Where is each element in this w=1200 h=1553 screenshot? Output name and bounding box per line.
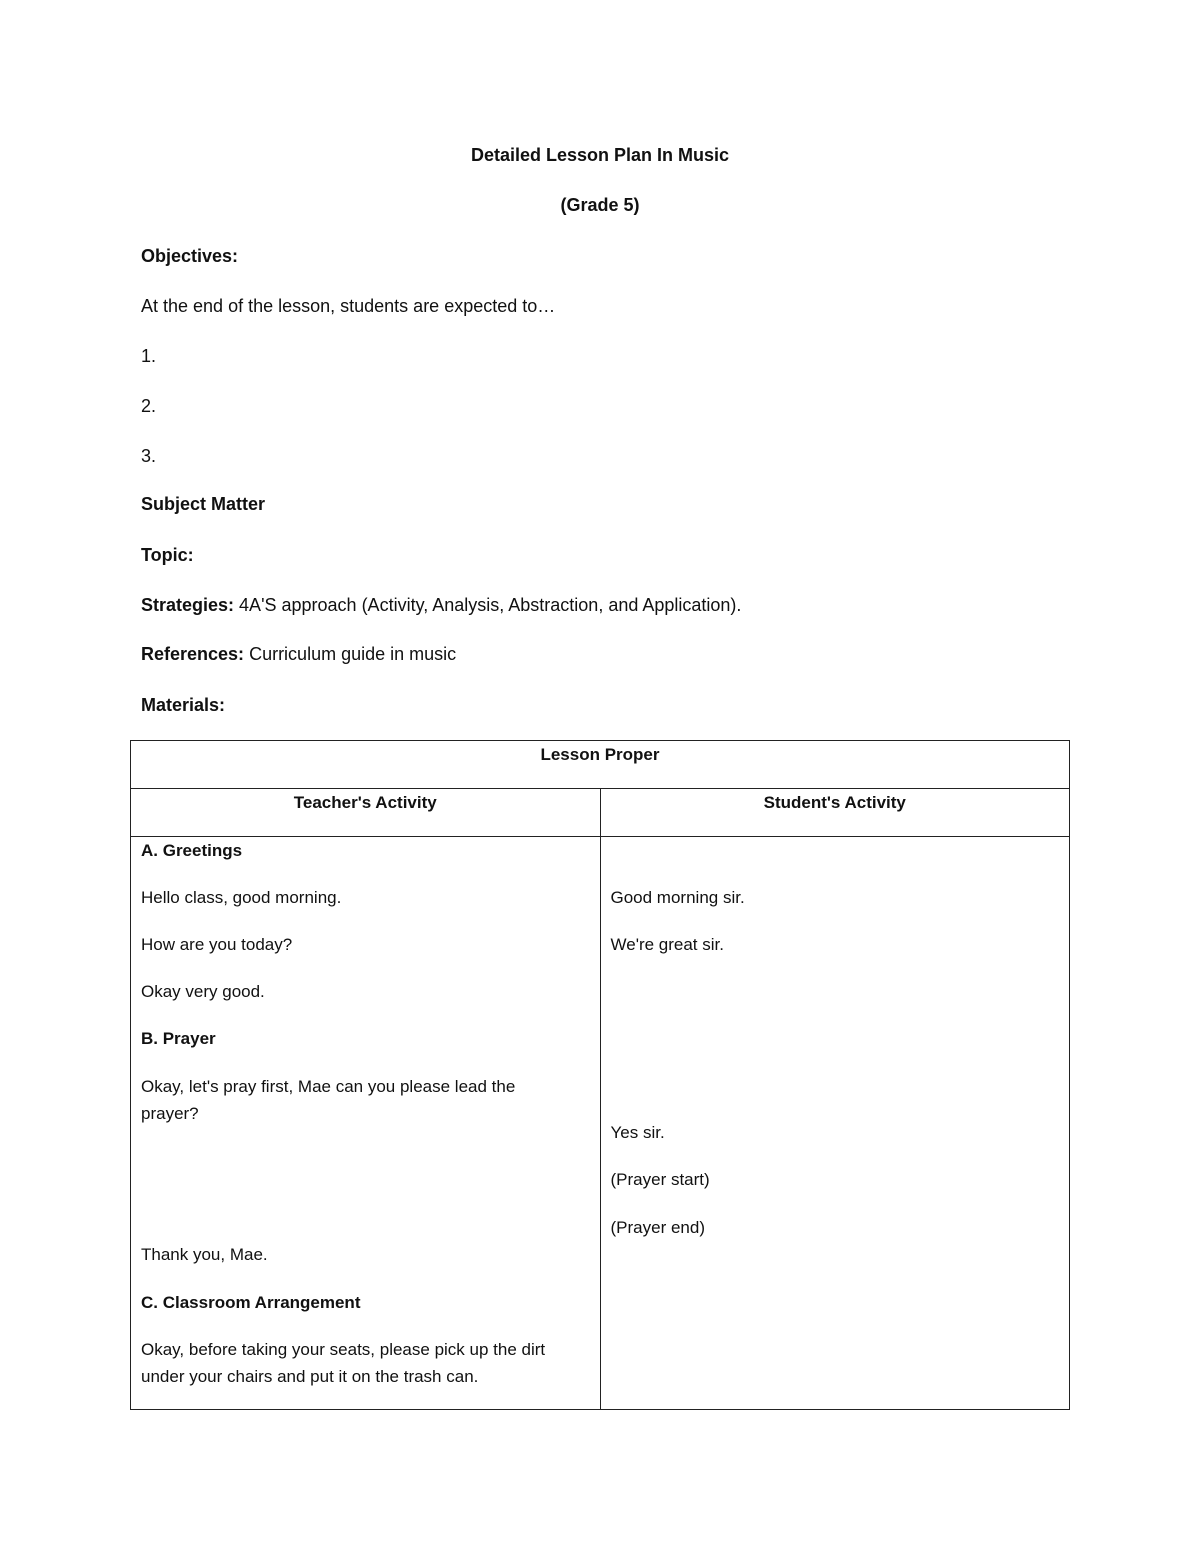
teacher-prayer-1: Okay, let's pray first, Mae can you please lead the prayer? [141, 1077, 516, 1123]
objective-item-1: 1. [141, 346, 157, 366]
lesson-proper-table [130, 740, 1070, 1410]
student-reply-5: (Prayer end) [610, 1218, 705, 1237]
teacher-arrangement-1: Okay, before taking your seats, please pick up the dirt under your chairs and put it on the trash can. [141, 1340, 546, 1386]
teacher-column-header [131, 789, 601, 837]
student-column-label: Student's Activity [763, 793, 906, 812]
teacher-column-label: Teacher's Activity [293, 793, 437, 812]
objectives-heading: Objectives: [141, 246, 239, 266]
objective-item-2: 2. [141, 396, 157, 416]
table-header-row [131, 789, 1070, 837]
strategies-line [141, 593, 741, 617]
table-title-cell [131, 741, 1070, 789]
materials-label: Materials: [141, 695, 226, 715]
strategies-label: Strategies: [141, 595, 235, 615]
teacher-greet-2: How are you today? [141, 935, 293, 954]
prayer-heading: B. Prayer [141, 1029, 216, 1048]
table-title: Lesson Proper [540, 745, 660, 764]
objectives-intro: At the end of the lesson, students are expected to… [141, 296, 556, 316]
teacher-greet-1: Hello class, good morning. [141, 888, 342, 907]
subject-matter-heading: Subject Matter [141, 494, 266, 514]
student-reply-4: (Prayer start) [610, 1170, 710, 1189]
student-reply-3: Yes sir. [610, 1123, 665, 1142]
student-activity-cell [600, 837, 1070, 1410]
table-title-row [131, 741, 1070, 789]
teacher-activity-cell [131, 837, 601, 1410]
greetings-heading: A. Greetings [141, 841, 243, 860]
student-reply-1: Good morning sir. [610, 888, 745, 907]
document-subtitle: (Grade 5) [560, 195, 640, 215]
references-line [141, 642, 456, 666]
references-value: Curriculum guide in music [244, 644, 457, 664]
student-reply-2: We're great sir. [610, 935, 724, 954]
topic-label: Topic: [141, 545, 194, 565]
references-label: References: [141, 644, 245, 664]
table-row [131, 837, 1070, 1410]
teacher-greet-3: Okay very good. [141, 982, 265, 1001]
teacher-prayer-2: Thank you, Mae. [141, 1245, 268, 1264]
document-title: Detailed Lesson Plan In Music [470, 145, 730, 165]
arrangement-heading: C. Classroom Arrangement [141, 1293, 361, 1312]
objective-item-3: 3. [141, 446, 157, 466]
strategies-value: 4A'S approach (Activity, Analysis, Abstraction, and Application). [234, 595, 742, 615]
student-column-header [600, 789, 1070, 837]
